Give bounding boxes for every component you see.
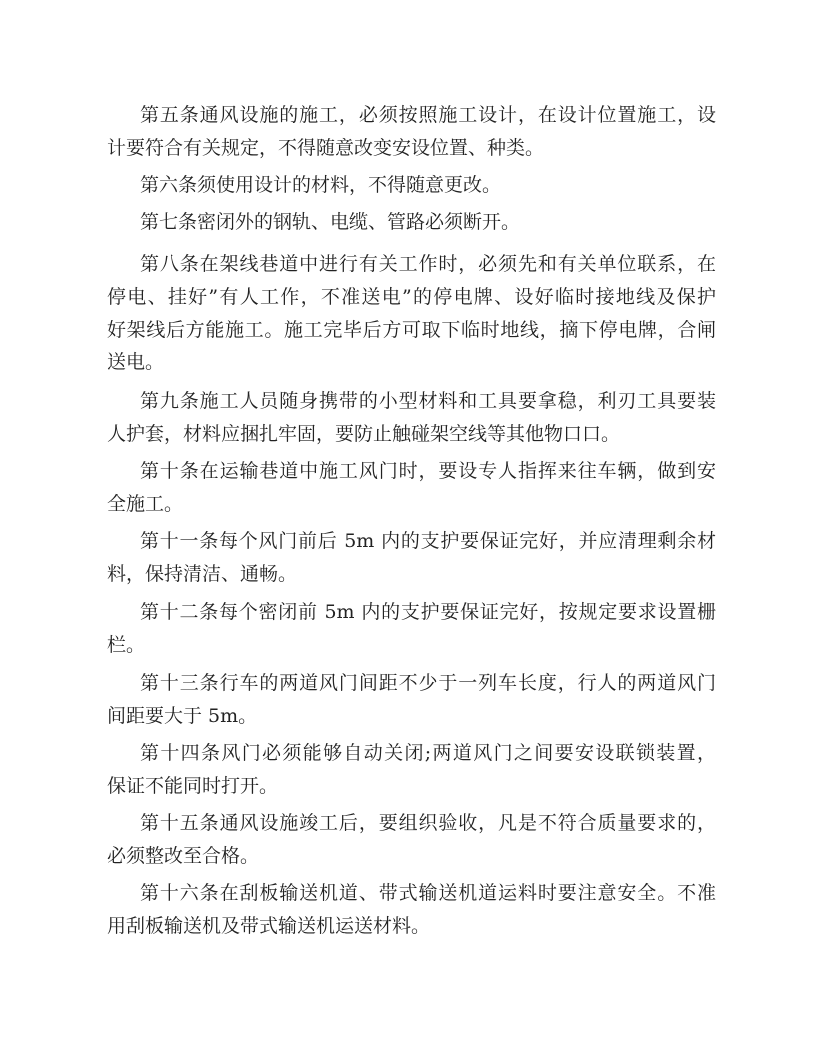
- paragraph-line: 第八条在架线巷道中进行有关工作时，必须先和有关单位联系，在: [140, 253, 716, 275]
- paragraph-line: 计要符合有关规定，不得随意改变安设位置、种类。: [107, 137, 545, 159]
- paragraph-line: 第十四条风门必须能够自动关闭;两道风门之间要安设联锁装置，: [140, 742, 716, 764]
- paragraph-line: 第十六条在刮板输送机道、带式输送机道运料时要注意安全。不准: [140, 882, 716, 904]
- paragraph-line: 停电、挂好”有人工作，不准送电”的停电牌、设好临时接地线及保护: [107, 286, 716, 308]
- paragraph-line: 第五条通风设施的施工，必须按照施工设计，在设计位置施工，设: [140, 104, 716, 126]
- paragraph-line: 第十五条通风设施竣工后，要组织验收，凡是不符合质量要求的，: [140, 812, 716, 834]
- paragraph-line: 第十三条行车的两道风门间距不少于一列车长度，行人的两道风门: [140, 672, 716, 694]
- paragraph-line: 第六条须使用设计的材料，不得随意更改。: [140, 174, 502, 196]
- paragraph-line: 全施工。: [107, 493, 184, 515]
- paragraph-line: 人护套，材料应捆扎牢固，要防止触碰架空线等其他物口口。: [107, 423, 621, 445]
- paragraph-line: 送电。: [107, 351, 165, 373]
- paragraph-line: 第十条在运输巷道中施工风门时，要设专人指挥来往车辆，做到安: [140, 460, 716, 482]
- paragraph-line: 用刮板输送机及带式输送机运送材料。: [107, 915, 431, 937]
- paragraph-line: 必须整改至合格。: [107, 845, 260, 867]
- paragraph-line: 保证不能同时打开。: [107, 775, 279, 797]
- paragraph-line: 好架线后方能施工。施工完毕后方可取下临时地线，摘下停电牌，合闸: [107, 319, 716, 341]
- paragraph-line: 第十二条每个密闭前 5m 内的支护要保证完好，按规定要求设置栅: [140, 601, 716, 623]
- paragraph-line: 栏。: [107, 634, 146, 656]
- paragraph-line: 间距要大于 5m。: [107, 705, 258, 727]
- paragraph-line: 第十一条每个风门前后 5m 内的支护要保证完好，并应清理剩余材: [140, 530, 716, 552]
- paragraph-line: 料，保持清洁、通畅。: [107, 563, 298, 585]
- paragraph-line: 第七条密闭外的钢轨、电缆、管路必须断开。: [140, 211, 521, 233]
- paragraph-line: 第九条施工人员随身携带的小型材料和工具要拿稳，利刃工具要装: [140, 390, 716, 412]
